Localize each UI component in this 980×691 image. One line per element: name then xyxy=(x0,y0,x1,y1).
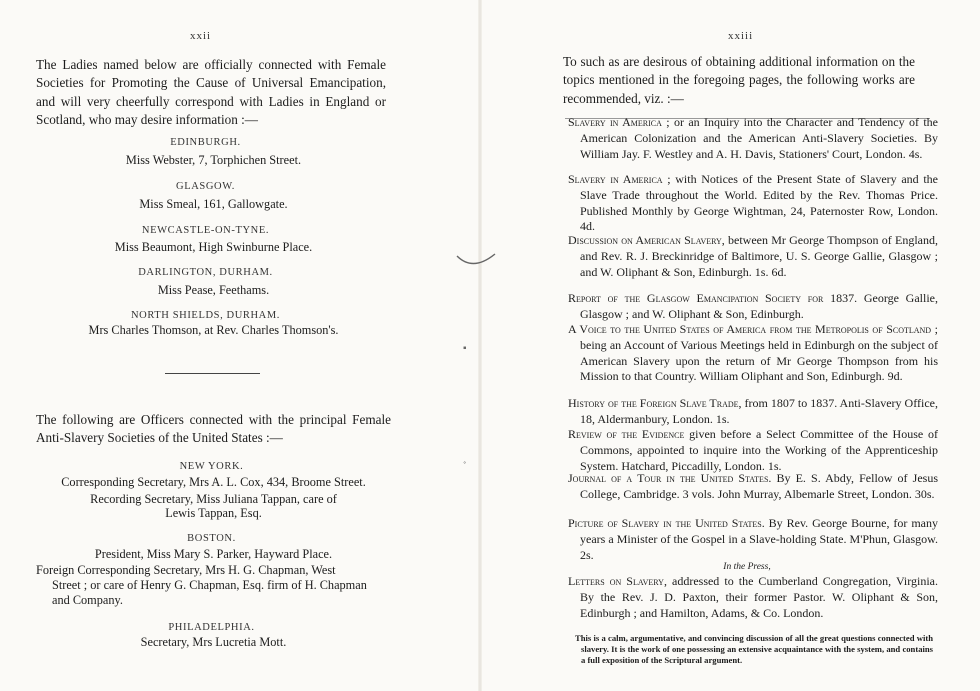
reference-item xyxy=(568,427,938,474)
officer-line: Lewis Tappan, Esq. xyxy=(165,506,262,520)
reference-details: given before a Select Committee of the House of Commons, appointed to inquire into the Working of the Apprenticeship System. Hatchard, Piccadilly, London. 1s. xyxy=(580,427,939,473)
reference-details: ; being an Account of Various Meetings held in Edinburgh on the subject of American Slavery upon the return of Mr George Thompson from his Mission to that Country. William Oliphant and Son, Edinburgh. 9d. xyxy=(580,322,938,384)
reference-item xyxy=(568,233,938,280)
officer-line: Corresponding Secretary, Mrs A. L. Cox, 434, Broome Street. xyxy=(61,475,366,489)
reference-item xyxy=(568,291,938,323)
reference-title: A Voice to the United States of America from the Metropolis of Scotland xyxy=(568,322,932,336)
reference-item xyxy=(568,471,938,503)
contact-line: Miss Webster, 7, Torphichen Street. xyxy=(125,153,302,167)
city-heading: EDINBURGH. xyxy=(170,137,241,148)
reference-title: Picture of Slavery in the United States xyxy=(568,516,762,530)
gutter-mark: ▪ xyxy=(463,343,467,354)
reference-item xyxy=(568,516,938,563)
officer-line: and Company. xyxy=(52,593,123,607)
officer-line: Recording Secretary, Miss Juliana Tappan, care of xyxy=(90,492,337,506)
city-heading: PHILADELPHIA. xyxy=(168,622,255,633)
left-page xyxy=(0,0,475,691)
gutter-mark: ˚ xyxy=(463,461,467,472)
reference-title: History of the Foreign Slave Trade xyxy=(568,396,739,410)
officers-intro: The following are Officers connected with the principal Female Anti-Slavery Societies of the United States :— xyxy=(36,412,391,446)
page-number: xxiii xyxy=(728,30,754,42)
reference-title: Journal of a Tour in the United States xyxy=(568,471,769,485)
reference-item xyxy=(568,574,938,621)
reference-details: ; with Notices of the Present State of Slavery and the Slave Trade throughout the World. Edited by the Rev. Thomas Price. Published Monthly by George Wightman, 24, Paternoster Row, London. 4d. xyxy=(580,172,938,234)
reference-details: . By Rev. George Bourne, for many years a Minister of the Gospel in a Slave-holding State. M'Phun, Glasgow. 2s. xyxy=(580,516,938,562)
bookmark-curl-icon xyxy=(455,250,497,274)
officer-line: Foreign Corresponding Secretary, Mrs H. G. Chapman, West xyxy=(36,563,336,577)
reference-details: . George Gallie, Glasgow ; and W. Oliphant & Son, Edinburgh. xyxy=(580,291,939,321)
reference-note: This is a calm, argumentative, and convincing discussion of all the great questions connected with slavery. It is the work of one possessing an extensive acquaintance with the system, and contains a full exposition of the Scriptural argument. xyxy=(575,633,933,665)
city-heading: NEWCASTLE-ON-TYNE. xyxy=(141,225,270,236)
contact-line: Mrs Charles Thomson, at Rev. Charles Thomson's. xyxy=(88,323,339,337)
contact-line: Miss Beaumont, High Swinburne Place. xyxy=(114,240,313,254)
city-heading: DARLINGTON, DURHAM. xyxy=(138,267,273,278)
reference-item xyxy=(568,396,938,428)
officer-line: President, Miss Mary S. Parker, Hayward Place. xyxy=(94,547,333,561)
contact-line: Miss Smeal, 161, Gallowgate. xyxy=(139,197,288,211)
reference-title: Slavery in America xyxy=(568,115,662,129)
reference-item xyxy=(568,115,938,162)
section-divider xyxy=(165,373,260,374)
reference-title: Report of the Glasgow Emancipation Society for 1837 xyxy=(568,291,855,305)
reference-title: Review of the Evidence xyxy=(568,427,685,441)
reference-details: , between Mr George Thompson of England, and Rev. R. J. Breckinridge of Baltimore, U. S. George Gallie, Glasgow ; and W. Oliphant & Son, Edinburgh. 1s. 6d. xyxy=(580,233,938,279)
officer-line: Street ; or care of Henry G. Chapman, Esq. firm of H. Chapman xyxy=(52,578,367,592)
reference-details: ; or an Inquiry into the Character and Tendency of the American Colonization and the American Anti-Slavery Societies. By William Jay. F. Westley and A. H. Davis, Stationers' Court, London. 4s. xyxy=(580,115,939,161)
officer-line: Secretary, Mrs Lucretia Mott. xyxy=(140,635,287,649)
ladies-intro: The Ladies named below are officially connected with Female Societies for Promoting the Cause of Universal Emancipation, and will very cheerfully correspond with Ladies in England or Scotland, who may desire information :— xyxy=(36,57,386,128)
city-heading: NORTH SHIELDS, DURHAM. xyxy=(130,310,281,321)
reference-title: Discussion on American Slavery xyxy=(568,233,722,247)
reference-title: Slavery in America xyxy=(568,172,663,186)
reference-item xyxy=(568,322,938,385)
reference-item xyxy=(568,172,938,235)
in-press-label: In the Press, xyxy=(723,562,771,572)
reference-details: . By E. S. Abdy, Fellow of Jesus College, Cambridge. 3 vols. John Murray, Albemarle Street, London. 30s. xyxy=(580,471,938,501)
city-heading: BOSTON. xyxy=(187,533,236,544)
book-gutter xyxy=(478,0,482,691)
city-heading: GLASGOW. xyxy=(176,181,235,192)
contact-line: Miss Pease, Feethams. xyxy=(157,283,270,297)
reference-details: , from 1807 to 1837. Anti-Slavery Office, 18, Aldermanbury, London. 1s. xyxy=(580,396,938,426)
reference-details: , addressed to the Cumberland Congregation, Virginia. By the Rev. J. D. Paxton, their former Pastor. W. Oliphant & Son, Edinburgh ; and Hamilton, Adams, & Co. London. xyxy=(580,574,938,620)
reference-title: Letters on Slavery xyxy=(568,574,664,588)
works-intro: To such as are desirous of obtaining additional information on the topics mentioned in the foregoing pages, the following works are recommended, viz. :— xyxy=(563,54,915,106)
page-number: xxii xyxy=(190,30,212,42)
city-heading: NEW YORK. xyxy=(179,461,244,472)
